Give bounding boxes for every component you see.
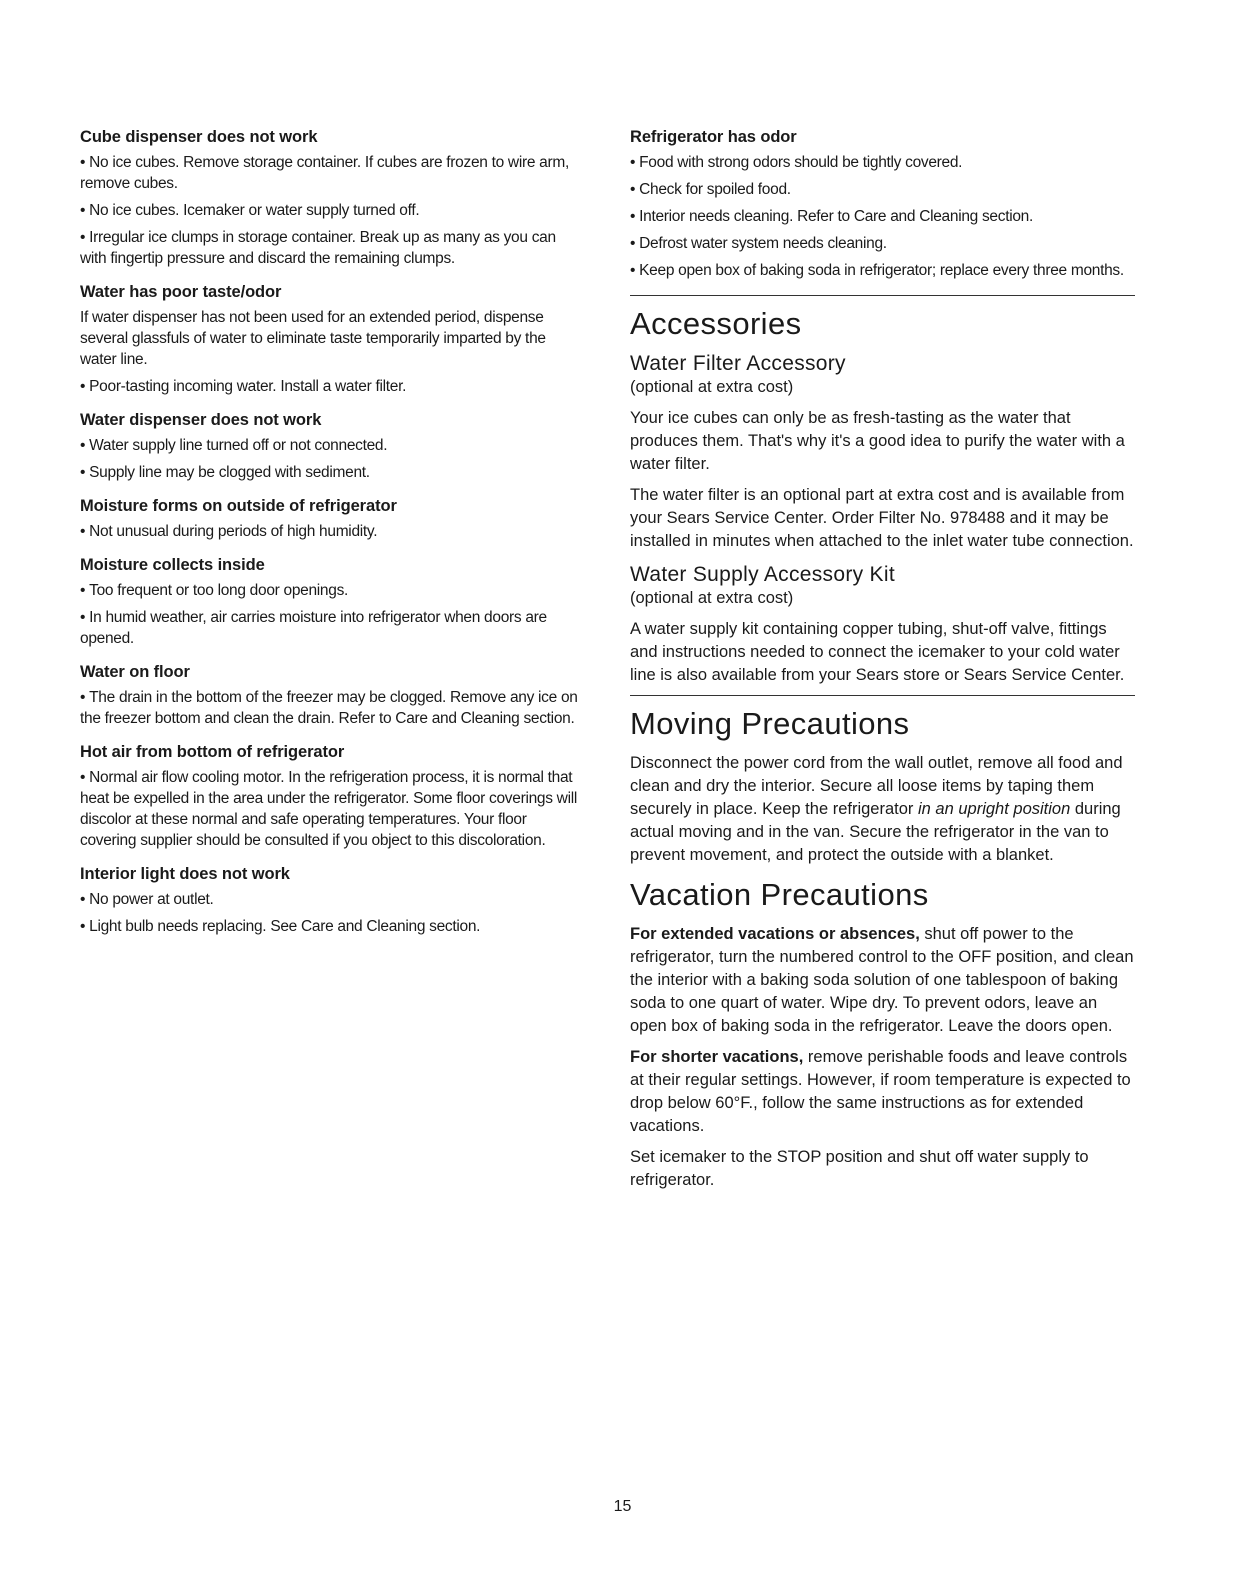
section-heading: Moisture collects inside — [80, 556, 265, 574]
water-filter-section — [630, 352, 1135, 553]
section-water-dispenser — [80, 411, 580, 483]
moving-paragraph — [630, 752, 1135, 867]
section-moisture-inside — [80, 556, 580, 649]
paragraph: The water filter is an optional part at extra cost and is available from your Sears Service Center. Order Filter No. 978488 and it may be installed in minutes when attached to the inlet water tube connection. — [630, 486, 1134, 550]
moving-italic: in an upright position — [918, 800, 1071, 818]
paragraph: A water supply kit containing copper tubing, shut-off valve, fittings and instructions needed to connect the icemaker to your cold water line is also available from your Sears store or Sears Service Center. — [630, 620, 1125, 684]
section-interior-light — [80, 865, 580, 937]
divider — [630, 695, 1135, 696]
moving-title: Moving Precautions — [630, 706, 910, 741]
list-item: • Supply line may be clogged with sediment. — [80, 462, 580, 483]
paragraph: If water dispenser has not been used for an extended period, dispense several glassfuls of water to eliminate taste temporarily imparted by the water line. — [80, 309, 546, 368]
vacation-paragraph — [630, 1046, 1135, 1138]
water-kit-title: Water Supply Accessory Kit — [630, 563, 895, 586]
accessories-title: Accessories — [630, 306, 802, 341]
section-moisture-outside — [80, 497, 580, 542]
list-item: • No power at outlet. — [80, 889, 580, 910]
lead-text: For extended vacations or absences, — [630, 925, 920, 943]
vacation-title: Vacation Precautions — [630, 877, 929, 912]
list-item: • Not unusual during periods of high humidity. — [80, 521, 580, 542]
list-item: • Interior needs cleaning. Refer to Care and Cleaning section. — [630, 206, 1135, 227]
section-heading: Water on floor — [80, 663, 190, 681]
paragraph: Your ice cubes can only be as fresh-tasting as the water that produces them. That's why it's a good idea to purify the water with a water filter. — [630, 409, 1125, 473]
water-filter-title: Water Filter Accessory — [630, 352, 846, 375]
section-refrigerator-odor — [630, 128, 1135, 281]
section-heading: Water has poor taste/odor — [80, 283, 282, 301]
moving-section — [630, 752, 1135, 867]
section-water-floor — [80, 663, 580, 729]
list-item: • No ice cubes. Remove storage container. If cubes are frozen to wire arm, remove cubes. — [80, 152, 580, 194]
section-heading: Interior light does not work — [80, 865, 290, 883]
section-hot-air — [80, 743, 580, 851]
info-column — [630, 128, 1135, 1200]
list-item: • Normal air flow cooling motor. In the refrigeration process, it is normal that heat be expelled in the area under the refrigerator. Some floor coverings will discolor at these normal and safe operating temperatures. Your floor covering supplier should be consulted if you object to this discoloration. — [80, 767, 580, 851]
list-item: • Defrost water system needs cleaning. — [630, 233, 1135, 254]
optional-note: (optional at extra cost) — [630, 589, 794, 607]
section-cube-dispenser — [80, 128, 580, 269]
page-number: 15 — [613, 1498, 632, 1515]
list-item: • Too frequent or too long door openings. — [80, 580, 580, 601]
section-heading: Water dispenser does not work — [80, 411, 322, 429]
list-item: • Light bulb needs replacing. See Care and Cleaning section. — [80, 916, 580, 937]
section-heading: Cube dispenser does not work — [80, 128, 318, 146]
lead-text: For shorter vacations, — [630, 1048, 804, 1066]
moving-text-a: Disconnect the power cord from the wall outlet, remove all food and clean and dry the interior. Secure all loose items by taping them securely in place. Keep the refrigerator — [630, 754, 1123, 818]
body-text: remove perishable foods and leave controls at their regular settings. However, if room temperature is expected to drop below 60°F., follow the same instructions as for extended vacations. — [630, 1048, 1131, 1135]
optional-note: (optional at extra cost) — [630, 378, 794, 396]
section-heading: Refrigerator has odor — [630, 128, 797, 146]
vacation-section — [630, 923, 1135, 1192]
vacation-paragraph: Set icemaker to the STOP position and shut off water supply to refrigerator. — [630, 1148, 1089, 1189]
list-item: • Water supply line turned off or not connected. — [80, 435, 580, 456]
list-item: • In humid weather, air carries moisture into refrigerator when doors are opened. — [80, 607, 580, 649]
list-item: • Keep open box of baking soda in refrigerator; replace every three months. — [630, 260, 1135, 281]
list-item: • Food with strong odors should be tightly covered. — [630, 152, 1135, 173]
body-text: shut off power to the refrigerator, turn the numbered control to the OFF position, and clean the interior with a baking soda solution of one tablespoon of baking soda to one quart of water. Wipe dry. To prevent odors, leave an open box of baking soda in the refrigerator. Leave the doors open. — [630, 925, 1134, 1035]
section-water-taste — [80, 283, 580, 397]
list-item: • No ice cubes. Icemaker or water supply turned off. — [80, 200, 580, 221]
list-item: • Poor-tasting incoming water. Install a water filter. — [80, 376, 580, 397]
list-item: • Irregular ice clumps in storage container. Break up as many as you can with fingertip pressure and discard the remaining clumps. — [80, 227, 580, 269]
divider — [630, 295, 1135, 296]
vacation-paragraph — [630, 923, 1135, 1038]
list-item: • The drain in the bottom of the freezer may be clogged. Remove any ice on the freezer bottom and clean the drain. Refer to Care and Cleaning section. — [80, 687, 580, 729]
moving-text-b: during actual moving and in the van. Secure the refrigerator in the van to prevent movement, and protect the outside with a blanket. — [630, 800, 1121, 864]
water-kit-section — [630, 563, 1135, 687]
section-heading: Hot air from bottom of refrigerator — [80, 743, 345, 761]
section-heading: Moisture forms on outside of refrigerator — [80, 497, 397, 515]
troubleshooting-column — [80, 128, 580, 951]
list-item: • Check for spoiled food. — [630, 179, 1135, 200]
